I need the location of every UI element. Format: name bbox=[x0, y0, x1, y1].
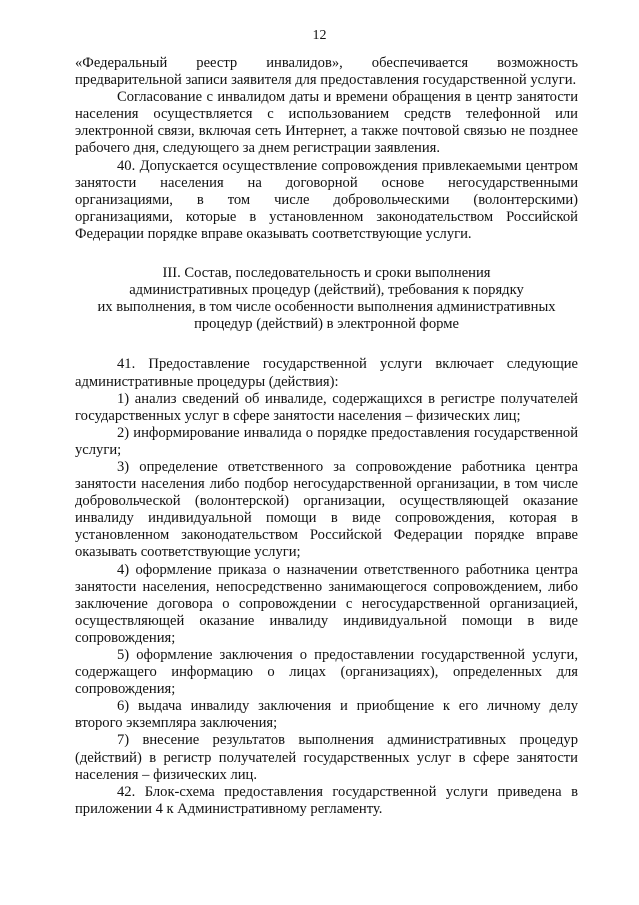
procedure-item-6: 6) выдача инвалиду заключения и приобщение к его личному делу второго экземпляра заключения; bbox=[75, 698, 578, 732]
paragraph-item-42: 42. Блок-схема предоставления государственной услуги приведена в приложении 4 к Административному регламенту. bbox=[75, 783, 578, 817]
paragraph-date-agreement: Согласование с инвалидом даты и времени обращения в центр занятости населения осуществляется с использованием средств телефонной или электронной связи, включая сеть Интернет, а также почтовой связью не позднее рабочего дня, следующего за днем регистрации заявления. bbox=[75, 89, 578, 157]
section-heading-line: процедур (действий) в электронной форме bbox=[194, 316, 459, 333]
procedure-item-2: 2) информирование инвалида о порядке предоставления государственной услуги; bbox=[75, 424, 578, 458]
paragraph-registry-continuation: «Федеральный реестр инвалидов», обеспечивается возможность предварительной записи заявителя для предоставления государственной услуги. bbox=[75, 55, 578, 89]
procedure-item-3: 3) определение ответственного за сопровождение работника центра занятости населения либо подбор негосударственной организации, в том числе добровольческой (волонтерской) организации, осуществляющей оказание инвалиду индивидуальной помощи в виде сопровождения, которая в установленном законодательством Российской Федерации порядке вправе оказывать соответствующие услуги; bbox=[75, 458, 578, 561]
section-heading-line: их выполнения, в том числе особенности выполнения административных bbox=[97, 299, 556, 316]
procedure-item-5: 5) оформление заключения о предоставлении государственной услуги, содержащего информацию о лицах (организациях), определенных для сопровождения; bbox=[75, 647, 578, 698]
procedure-item-7: 7) внесение результатов выполнения административных процедур (действий) в регистр получателей государственных услуг в сфере занятости населения – физических лиц. bbox=[75, 732, 578, 783]
procedure-item-1: 1) анализ сведений об инвалиде, содержащихся в регистре получателей государственных услуг в сфере занятости населения – физических лиц; bbox=[75, 390, 578, 424]
procedure-item-4: 4) оформление приказа о назначении ответственного работника центра занятости населения, непосредственно занимающегося сопровождением, либо заключение договора о сопровождении с негосударственной организацией, осуществляющей оказание инвалиду индивидуальной помощи в виде сопровождения; bbox=[75, 561, 578, 646]
paragraph-item-41: 41. Предоставление государственной услуги включает следующие административные процедуры (действия): bbox=[75, 356, 578, 390]
section-heading-line: административных процедур (действий), требования к порядку bbox=[129, 282, 524, 299]
document-body bbox=[75, 55, 578, 818]
section-heading-line: III. Состав, последовательность и сроки выполнения bbox=[162, 265, 491, 282]
page-number: 12 bbox=[312, 28, 327, 43]
section-heading bbox=[75, 265, 578, 333]
paragraph-item-40: 40. Допускается осуществление сопровождения привлекаемыми центром занятости населения на договорной основе негосударственными организациями, в том числе добровольческими (волонтерскими) организациями, которые в установленном законодательством Российской Федерации порядке вправе оказывать соответствующие услуги. bbox=[75, 157, 578, 242]
